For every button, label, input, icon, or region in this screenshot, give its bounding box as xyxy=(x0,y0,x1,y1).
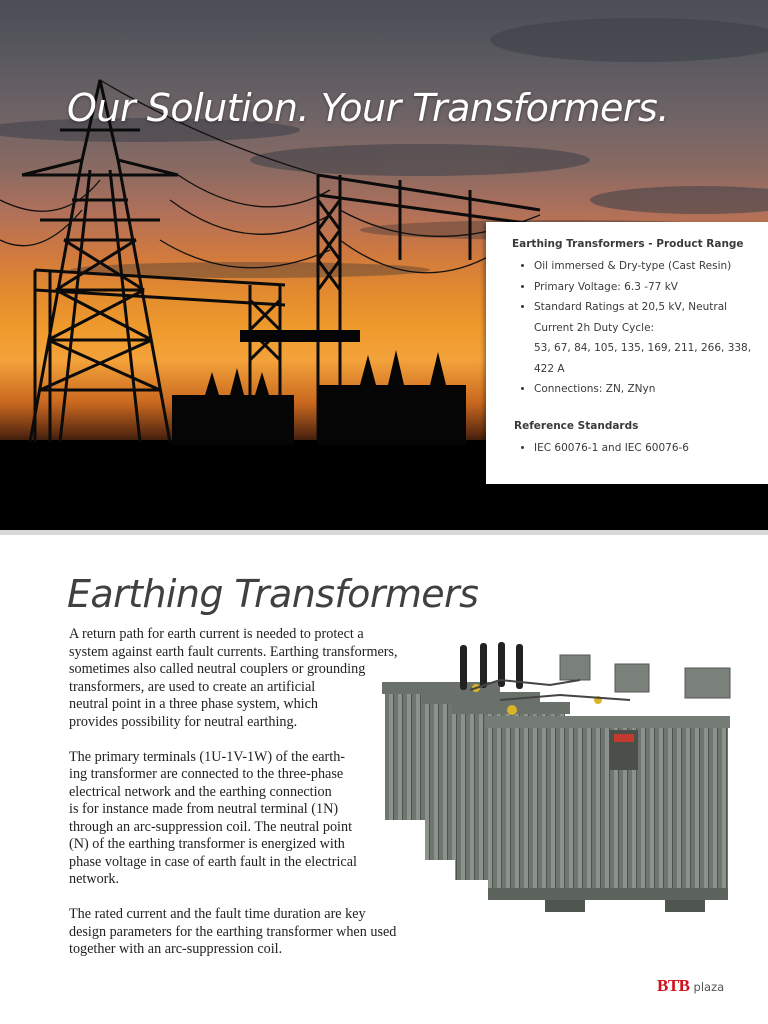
product-range-heading: Earthing Transformers - Product Range xyxy=(512,238,744,250)
product-range-box xyxy=(486,222,768,484)
paragraph: The primary terminals (1U-1V-1W) of the earth- ing transformer are connected to the three-phase electrical network and the earthing connection is for instance made from neutral terminal (1N) through an arc-suppression coil. The neutral point (N) of the earthing transformer is energized with phase voltage in case of earth fault in the electrical network. xyxy=(69,748,357,887)
logo-brand: BTB xyxy=(657,976,690,995)
reference-standards-list xyxy=(512,438,754,459)
list-item: • Oil immersed & Dry-type (Cast Resin) xyxy=(534,256,754,277)
section-title: Earthing Transformers xyxy=(67,572,479,616)
reference-standards-heading: Reference Standards xyxy=(514,419,639,432)
list-item: • Connections: ZN, ZNyn xyxy=(534,379,754,400)
paragraph: A return path for earth current is needed to protect a system against earth fault currents. Earthing transformers, sometimes also called neutral couplers or grounding transformers, are used to create an artificial neutral point in a three phase system, which provides possibility for neutral earthing. xyxy=(69,626,398,730)
section-divider xyxy=(0,530,768,535)
list-item: • Standard Ratings at 20,5 kV, Neutral Current 2h Duty Cycle: 53, 67, 84, 105, 135, 169, 211, 266, 338, 422 A xyxy=(534,297,754,379)
paragraph: The rated current and the fault time duration are key design parameters for the earthing transformer when used together with an arc-suppression coil. xyxy=(69,906,397,957)
logo-suffix: plaza xyxy=(693,980,725,994)
list-item: • Primary Voltage: 6.3 -77 kV xyxy=(534,277,754,298)
transformer-product-image xyxy=(380,640,740,930)
list-item: • IEC 60076-1 and IEC 60076-6 xyxy=(534,438,754,459)
hero-title: Our Solution. Your Transformers. xyxy=(67,86,669,130)
btb-plaza-logo xyxy=(657,976,724,996)
product-range-list xyxy=(512,256,754,400)
